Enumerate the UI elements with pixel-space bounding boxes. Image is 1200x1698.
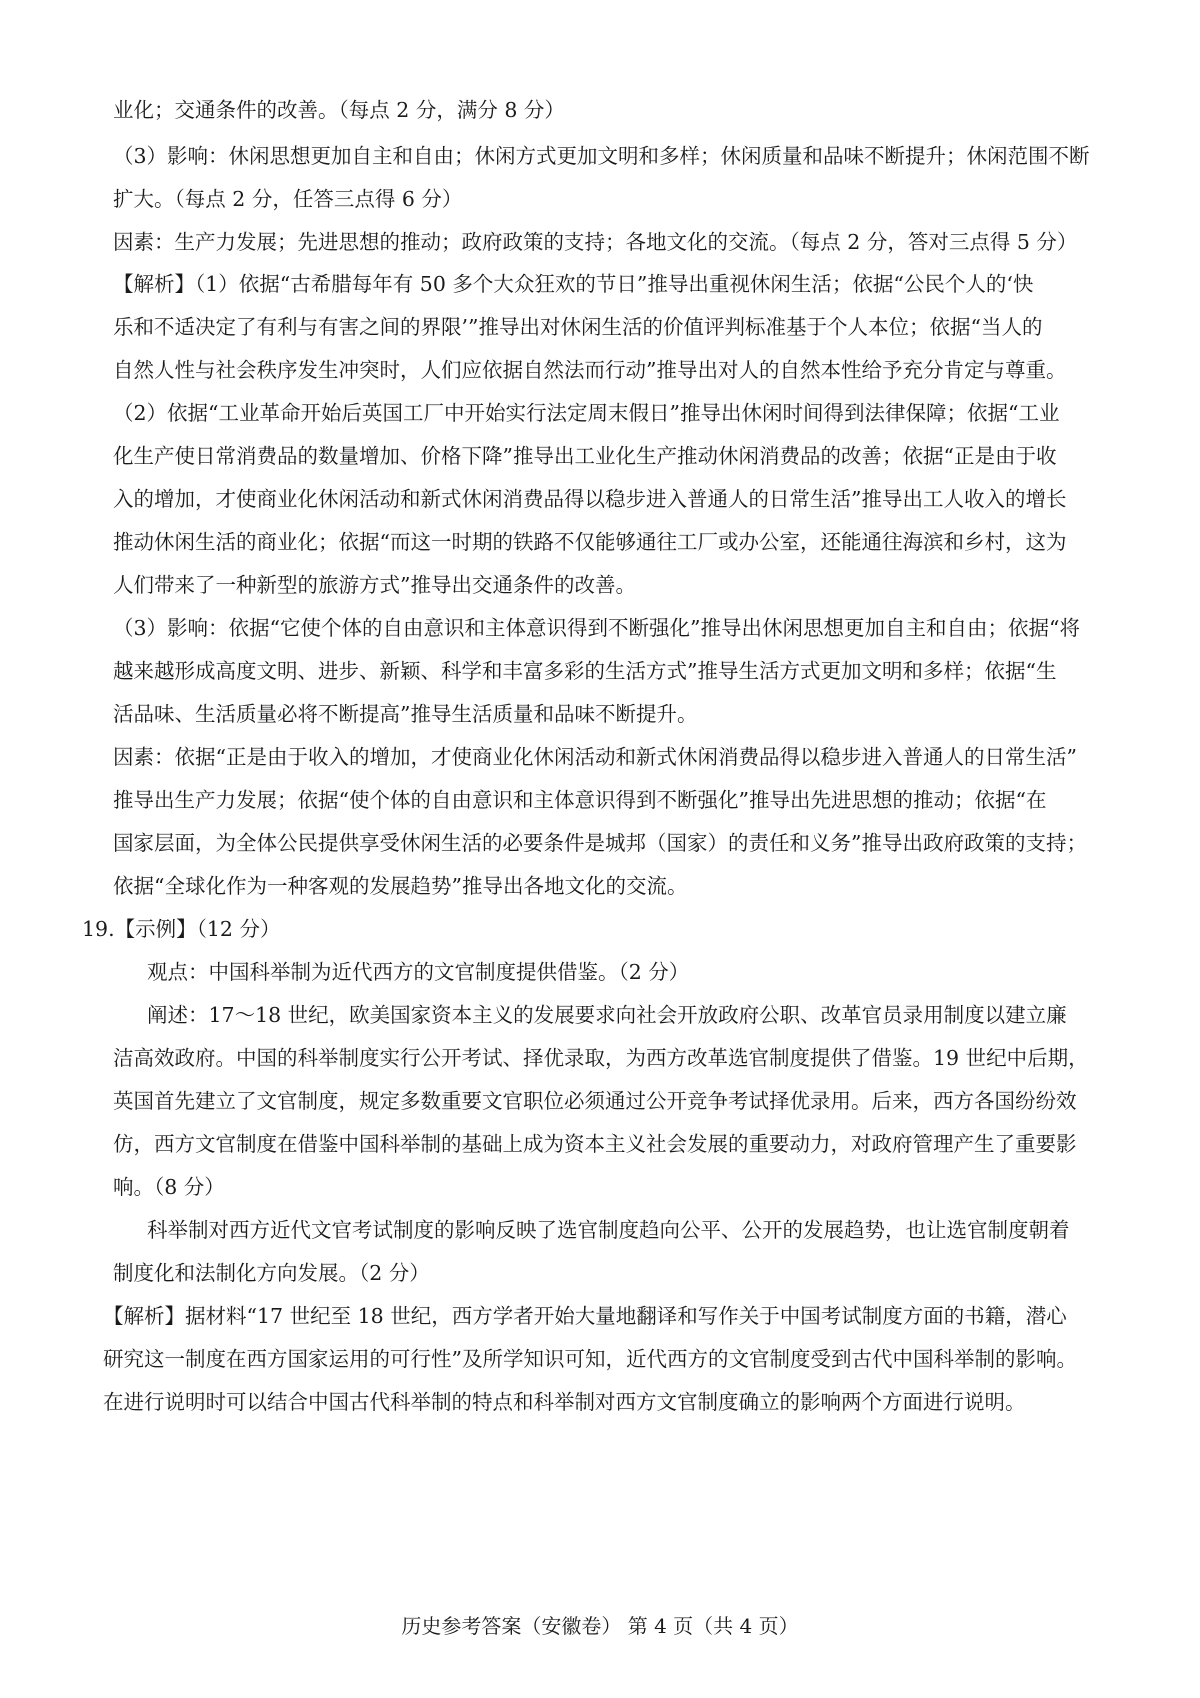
text-line: 在进行说明时可以结合中国古代科举制的特点和科举制对西方文官制度确立的影响两个方面进行说明。 [103,1390,1026,1414]
text-line: 【解析】据材料“17 世纪至 18 世纪，西方学者开始大量地翻译和写作关于中国考试制度方面的书籍，潜心 [103,1304,1067,1328]
text-line: 观点：中国科举制为近代西方的文官制度提供借鉴。（2 分） [147,960,690,984]
text-line: 人们带来了一种新型的旅游方式”推导出交通条件的改善。 [113,573,636,597]
text-line: 业化；交通条件的改善。（每点 2 分，满分 8 分） [113,98,565,122]
text-line: （2）依据“工业革命开始后英国工厂中开始实行法定周末假日”推导出休闲时间得到法律保障；依据“工业 [113,401,1060,425]
text-line: 推导出生产力发展；依据“使个体的自由意识和主体意识得到不断强化”推导出先进思想的推动；依据“在 [113,788,1047,812]
text-line: 活品味、生活质量必将不断提高”推导生活质量和品味不断提升。 [113,702,698,726]
text-line: 因素：生产力发展；先进思想的推动；政府政策的支持；各地文化的交流。（每点 2 分，答对三点得 5 分） [113,230,1078,254]
text-line: 自然人性与社会秩序发生冲突时，人们应依据自然法而行动”推导出对人的自然本性给予充分肯定与尊重。 [113,358,1067,382]
text-line: 入的增加，才使商业化休闲活动和新式休闲消费品得以稳步进入普通人的日常生活”推导出工人收入的增长 [113,487,1067,511]
text-line: 推动休闲生活的商业化；依据“而这一时期的铁路不仅能够通往工厂或办公室，还能通往海滨和乡村，这为 [113,530,1067,554]
text-line: （3）影响：休闲思想更加自主和自由；休闲方式更加文明和多样；休闲质量和品味不断提升；休闲范围不断 [113,144,1090,168]
text-line: 研究这一制度在西方国家运用的可行性”及所学知识可知，近代西方的文官制度受到古代中国科举制的影响。 [103,1347,1077,1371]
text-line: 响。（8 分） [113,1175,225,1199]
text-line: 仿，西方文官制度在借鉴中国科举制的基础上成为资本主义社会发展的重要动力，对政府管理产生了重要影 [113,1132,1077,1156]
text-line: 因素：依据“正是由于收入的增加，才使商业化休闲活动和新式休闲消费品得以稳步进入普通人的日常生活” [113,745,1077,769]
text-line: 扩大。（每点 2 分，任答三点得 6 分） [113,187,463,211]
question-heading: 19.【示例】（12 分） [82,917,281,941]
text-line: 阐述：17～18 世纪，欧美国家资本主义的发展要求向社会开放政府公职、改革官员录用制度以建立廉 [147,1003,1067,1027]
page-footer: 历史参考答案（安徽卷） 第 4 页（共 4 页） [401,1614,799,1638]
text-line: 科举制对西方近代文官考试制度的影响反映了选官制度趋向公平、公开的发展趋势，也让选官制度朝着 [147,1218,1070,1242]
text-line: （3）影响：依据“它使个体的自由意识和主体意识得到不断强化”推导出休闲思想更加自主和自由；依据“将 [113,616,1080,640]
text-line: 化生产使日常消费品的数量增加、价格下降”推导出工业化生产推动休闲消费品的改善；依据“正是由于收 [113,444,1057,468]
text-line: 英国首先建立了文官制度，规定多数重要文官职位必须通过公开竞争考试择优录用。后来，西方各国纷纷效 [113,1089,1077,1113]
text-line: 越来越形成高度文明、进步、新颖、科学和丰富多彩的生活方式”推导生活方式更加文明和多样；依据“生 [113,659,1057,683]
text-line: 乐和不适决定了有利与有害之间的界限’”推导出对休闲生活的价值评判标准基于个人本位；依据“当人的 [113,315,1043,339]
text-line: 依据“全球化作为一种客观的发展趋势”推导出各地文化的交流。 [113,874,688,898]
text-line: 制度化和法制化方向发展。（2 分） [113,1261,430,1285]
text-line: 国家层面，为全体公民提供享受休闲生活的必要条件是城邦（国家）的责任和义务”推导出政府政策的支持； [113,831,1087,855]
text-line: 【解析】（1）依据“古希腊每年有 50 多个大众狂欢的节日”推导出重视休闲生活；依据“公民个人的‘快 [113,272,1034,296]
text-line: 洁高效政府。中国的科举制度实行公开考试、择优录取，为西方改革选官制度提供了借鉴。19 世纪中后期， [113,1046,1089,1070]
